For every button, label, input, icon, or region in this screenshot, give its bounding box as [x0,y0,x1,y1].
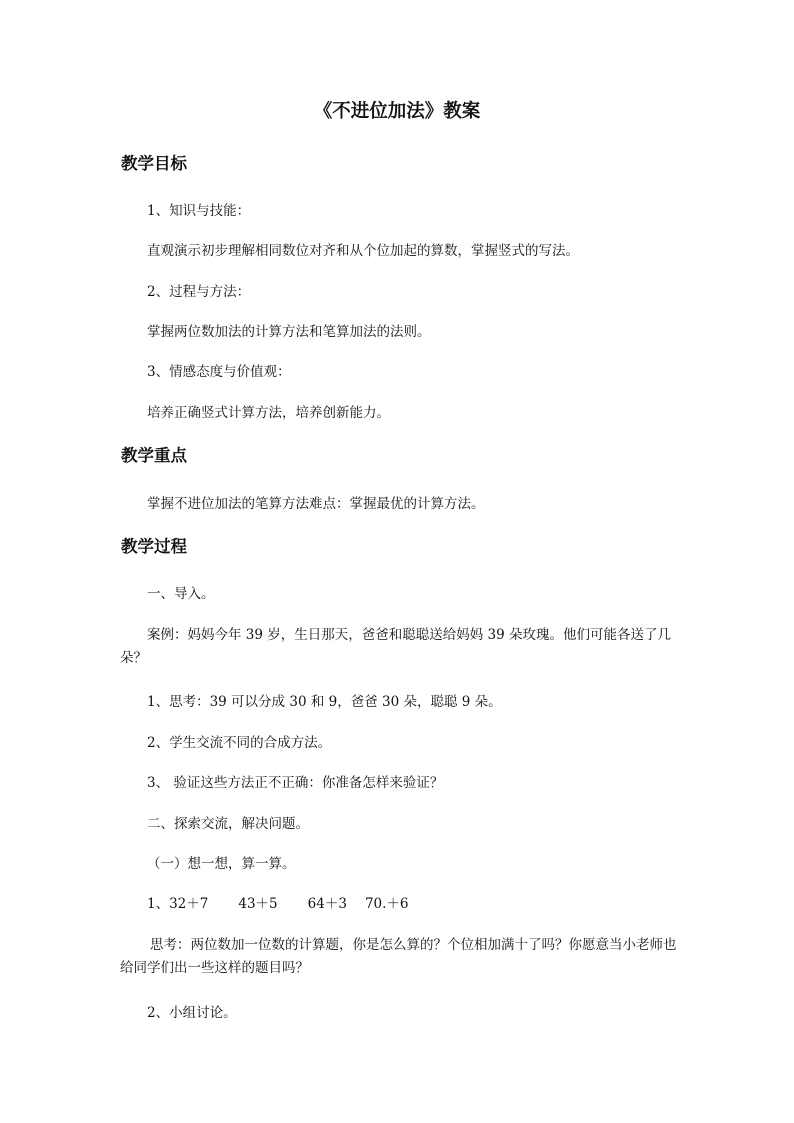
process-question-paragraph [120,934,680,980]
process-case-text: 案例：妈妈今年 39 岁，生日那天，爸爸和聪聪送给妈妈 39 朵玫瑰。他们可能各送了几朵？ [120,627,672,666]
exercise-item: 43＋5 [238,896,278,912]
process-question-text: 思考：两位数加一位数的计算题，你是怎么算的？个位相加满十了吗？你愿意当小老师也给同学们出一些这样的题目吗？ [120,937,677,976]
goal-attitude-text: 培养正确竖式计算方法，培养创新能力。 [147,405,390,421]
process-verify-line: 3、 验证这些方法正不正确：你准备怎样来验证？ [147,775,444,791]
section-heading-process: 教学过程 [121,537,187,556]
exercise-item: 64＋3 [307,896,347,912]
exercise-item: 32＋7 [169,896,209,912]
exercise-item: 70.＋6 [364,896,409,912]
focus-text: 掌握不进位加法的笔算方法难点：掌握最优的计算方法。 [147,496,485,512]
section-heading-goals: 教学目标 [121,154,187,173]
process-explore-heading: 二、探索交流，解决问题。 [147,816,309,832]
process-case-paragraph [120,624,680,670]
process-sub-heading: （一）想一想，算一算。 [147,856,296,872]
exercise-line [147,896,409,912]
process-exchange-line: 2、学生交流不同的合成方法。 [147,735,332,751]
process-think-line: 1、思考：39 可以分成 30 和 9，爸爸 30 朵，聪聪 9 朵。 [147,694,502,710]
goal-attitude-label: 3、情感态度与价值观： [147,364,291,380]
goal-process-text: 掌握两位数加法的计算方法和笔算加法的法则。 [147,324,431,340]
goal-knowledge-text: 直观演示初步理解相同数位对齐和从个位加起的算数，掌握竖式的写法。 [147,243,579,259]
document-title: 《不进位加法》教案 [313,101,481,122]
section-heading-focus: 教学重点 [121,446,187,465]
goal-knowledge-label: 1、知识与技能： [147,203,251,219]
exercise-label: 1、 [147,896,170,912]
goal-process-label: 2、过程与方法： [147,284,251,300]
process-intro-heading: 一、导入。 [147,586,215,602]
process-group-line: 2、小组讨论。 [147,1005,237,1021]
